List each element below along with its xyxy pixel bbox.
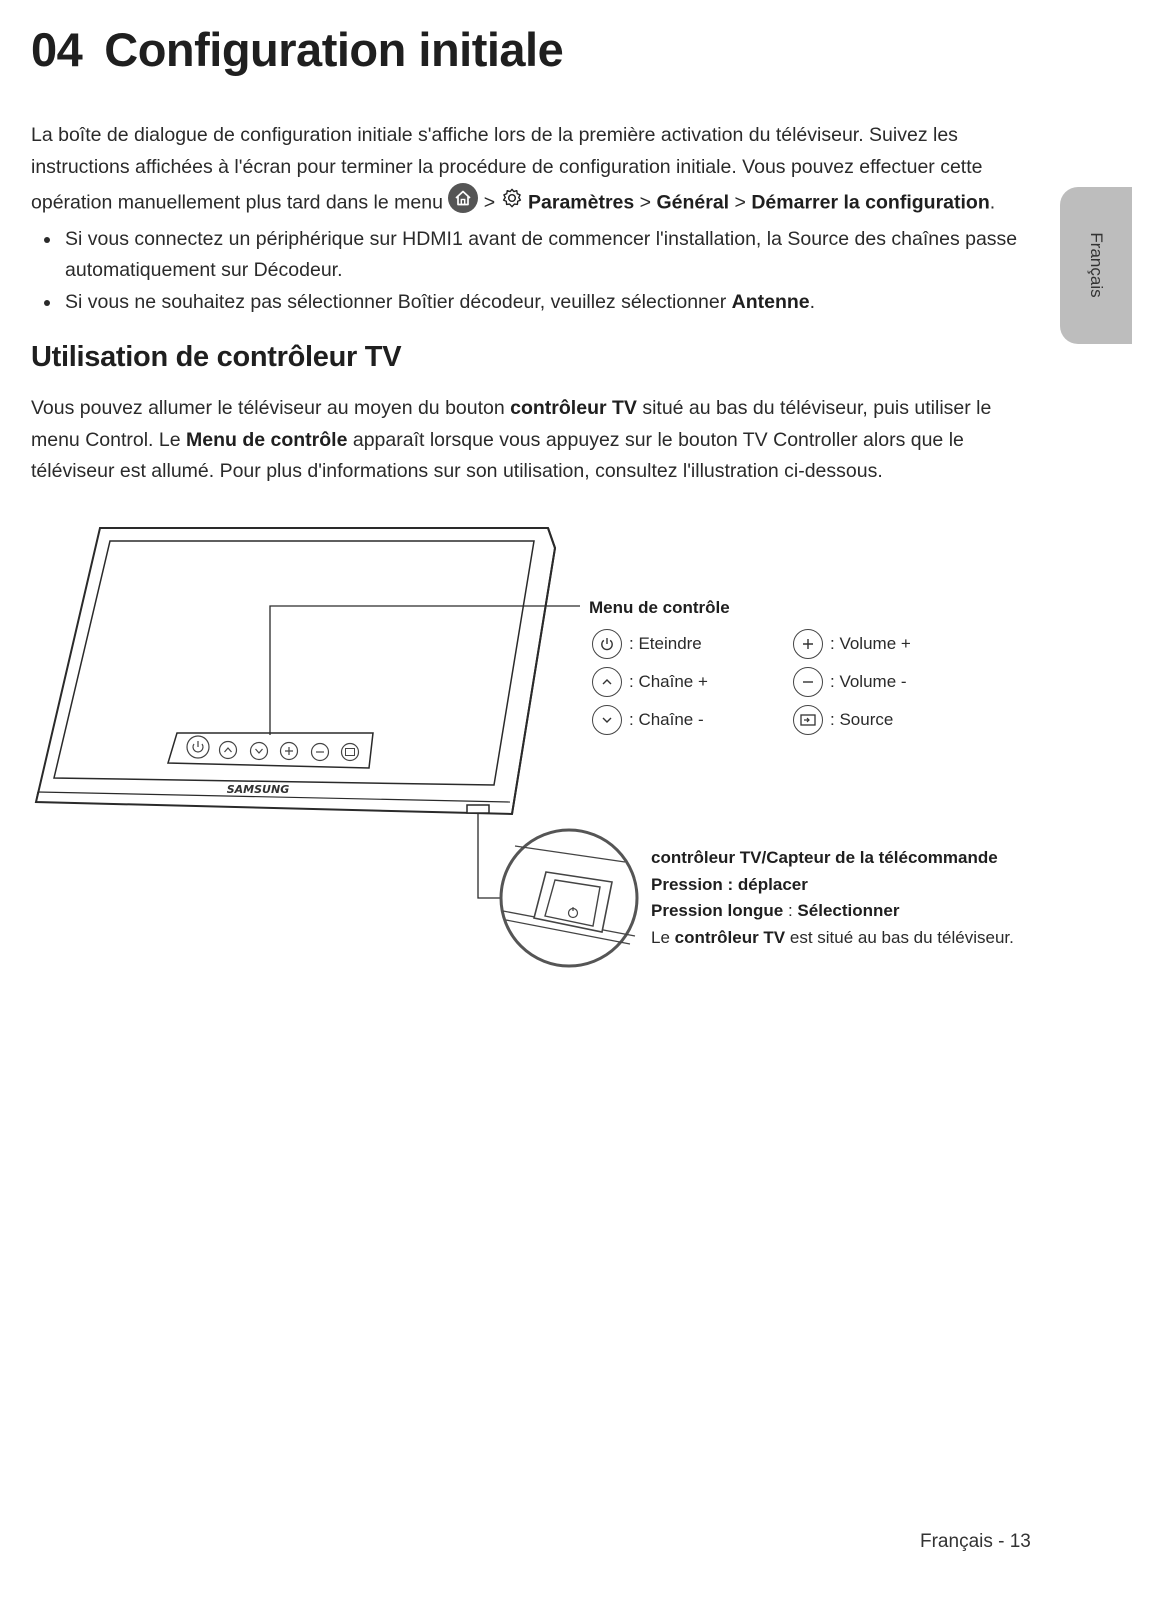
bullet-item (31, 287, 1041, 319)
separator-arrow: > (478, 191, 501, 214)
bullet-text: Si vous connectez un périphérique sur HDMI1 avant de commencer l'installation, la Source des chaînes passe automatiquement sur Décodeur. (65, 227, 1018, 281)
control-item-volume-up (793, 629, 911, 659)
controller-info (651, 845, 1014, 951)
source-icon (793, 705, 823, 735)
chevron-down-icon (592, 705, 622, 735)
controller-info-line (651, 898, 1014, 925)
plus-icon (793, 629, 823, 659)
menu-path-demarrer: Démarrer la configuration (751, 191, 990, 214)
controller-info-text: est situé au bas du téléviseur. (785, 927, 1014, 947)
language-side-tab (1060, 187, 1132, 344)
chevron-up-icon (592, 667, 622, 697)
section-bold: Menu de contrôle (186, 428, 348, 451)
controller-info-line (651, 872, 1014, 899)
gear-icon (501, 187, 523, 220)
section-text: apparaît lorsque vous appuyez sur le bouton TV Controller alors que le téléviseur est allumé. Pour plus d'informations sur son utilisation, consultez l'illustration ci-dessous. (31, 428, 964, 482)
side-tab-label: Français (1087, 232, 1106, 298)
chapter-title-text: Configuration initiale (104, 23, 564, 76)
page-number: Français - 13 (920, 1531, 1031, 1552)
controller-zoom-circle (501, 830, 637, 966)
control-label: : Chaîne + (629, 672, 708, 691)
separator-arrow: > (634, 191, 657, 214)
control-item-channel-up (592, 667, 708, 697)
home-icon (448, 183, 478, 224)
controller-info-press: Pression : déplacer (651, 874, 808, 894)
callout-line-controller (478, 813, 500, 898)
section-text: situé au bas du téléviseur, puis utiliser le menu Control. Le (31, 397, 992, 451)
control-label: : Volume - (830, 672, 907, 691)
bullet-end: . (809, 290, 816, 313)
bullet-item (31, 224, 1041, 287)
controller-info-sep: : (783, 901, 798, 920)
bullet-list (31, 224, 1041, 319)
control-item-power (592, 629, 702, 659)
power-icon (592, 629, 622, 659)
bullet-bold: Antenne (731, 290, 810, 313)
controller-info-line (651, 925, 1014, 952)
tv-outline (36, 528, 555, 814)
control-menu-title: Menu de contrôle (589, 598, 730, 617)
intro-block (31, 120, 1041, 318)
controller-info-select: Sélectionner (797, 901, 900, 920)
menu-path-general: Général (656, 191, 730, 214)
controller-info-line (651, 845, 1014, 872)
control-item-volume-down (793, 667, 907, 697)
control-label: : Eteindre (629, 634, 702, 653)
bullet-text: Si vous ne souhaitez pas sélectionner Boîtier décodeur, veuillez sélectionner (65, 290, 732, 313)
control-label: : Volume + (830, 634, 911, 653)
intro-text: La boîte de dialogue de configuration initiale s'affiche lors de la première activation du téléviseur. Suivez les instructions affichées à l'écran pour terminer la procédure de configuration initiale. Vous pouvez effectuer cette opération manuellement plus tard dans le menu (31, 124, 983, 214)
control-label: : Chaîne - (629, 710, 704, 729)
intro-paragraph (31, 120, 1041, 224)
tv-brand-logo: SAMSUNG (226, 783, 290, 796)
chapter-number: 04 (31, 23, 83, 76)
section-text: Vous pouvez allumer le téléviseur au moyen du bouton (31, 397, 511, 419)
control-label: : Source (830, 710, 894, 729)
intro-end: . (989, 191, 996, 214)
controller-info-text: Le (651, 927, 675, 947)
chapter-title (31, 22, 563, 77)
menu-path-parametres: Paramètres (528, 191, 635, 214)
control-item-source (793, 705, 893, 735)
control-item-channel-down (592, 705, 704, 735)
controller-info-title: contrôleur TV/Capteur de la télécommande (651, 848, 998, 867)
controller-info-bold: contrôleur TV (674, 927, 786, 947)
separator-arrow: > (729, 191, 752, 214)
section-bold: contrôleur TV (510, 397, 637, 419)
minus-icon (793, 667, 823, 697)
tv-control-menu-panel (168, 733, 373, 768)
section-title: Utilisation de contrôleur TV (31, 341, 402, 373)
controller-info-longpress: Pression longue (651, 901, 784, 920)
section-paragraph (31, 393, 1041, 488)
